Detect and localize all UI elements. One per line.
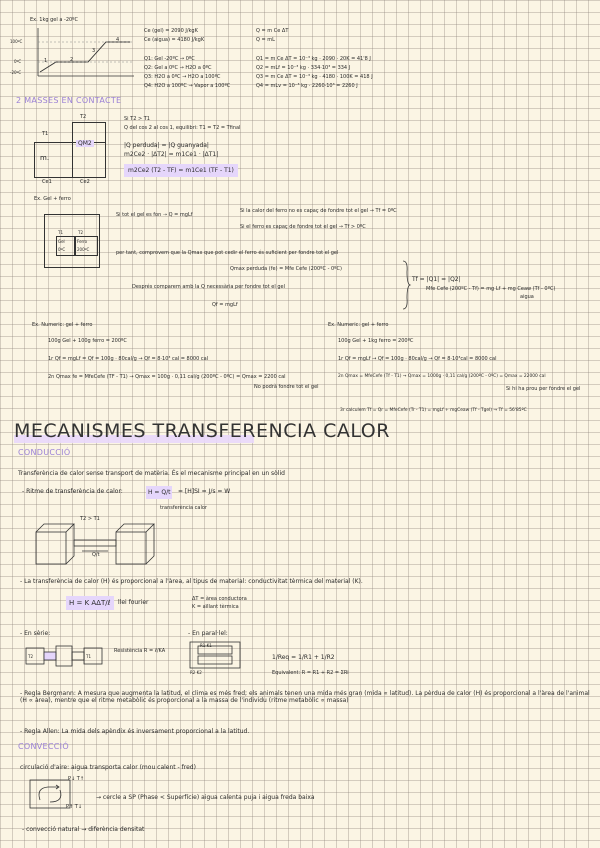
- gel-ferro-result3: aigua: [520, 294, 534, 300]
- mass-label: m.: [40, 154, 50, 162]
- series-diagram: [24, 640, 114, 670]
- mass-box-2: [72, 122, 106, 178]
- two-masses-line-0: Si T2 > T1: [124, 116, 150, 122]
- t1-label: T1: [42, 131, 49, 137]
- ritme-note: transferència calor: [160, 505, 207, 511]
- bergmann-rule: - Regla Bergmann: A mesura que augmenta la latitud, el clima es més fred; els animals tenen una mida més gran (mida ∝ latitud). La pèrdua de calor (H) és proporcional a l'àrea de l'animal (H ∝ àrea), mentre que el ritme metabòlic és proporcional a la massa de l'individu (ritme metabòlic ∝ massa): [20, 690, 590, 704]
- tick-100: 100ºC: [10, 39, 23, 44]
- conduction-diagram: [32, 520, 162, 570]
- example-right-l2: 1r Qf = mgLf → Qf = 100g · 80cal/g → Qf = 8·10³cal = 8000 cal: [338, 356, 497, 362]
- parallel-formula: 1/Req = 1/R1 + 1/R2: [272, 654, 335, 661]
- gel-ferro-compare: per tant, comprovem que la Qmax que pot cedir el ferro és suficient per fondre tot el gel: [116, 250, 339, 256]
- brace-icon: [402, 260, 410, 310]
- two-masses-line-3: m2Ce2 · |ΔT2| = m1Ce1 · |ΔT1|: [124, 151, 219, 158]
- parallel-diagram: [188, 640, 248, 670]
- formula-left-1: Ce (aigua) = 4180 J/kgK: [144, 37, 205, 43]
- gel-ferro-qmax: Qmax perduda (fe) = Mfe Cefe (200ºC - 0ºC): [230, 266, 342, 272]
- example-right-l1: 100g Gel + 1kg ferro = 200ºC: [338, 338, 414, 344]
- formula-left-3: Q2: Gel a 0ºC → H2O a 0ºC: [144, 65, 212, 71]
- gel-ferro-lead: Si tot el gel es fon ➝ Q = mgLf: [116, 212, 193, 218]
- fourier-formula: H = K AΔT/ℓ: [66, 596, 114, 610]
- section-title-two-masses: 2 MASSES EN CONTACTE: [16, 96, 122, 105]
- tick-minus20: -20ºC: [10, 70, 22, 75]
- parallel-label: - En paral·lel:: [188, 630, 228, 637]
- serie-label: - En sèrie:: [20, 630, 51, 637]
- t1-gel: T1: [58, 230, 63, 235]
- formula-right-1: Q = mL: [256, 37, 275, 43]
- two-masses-highlight: m2Ce2 (T2 - TF) = m1Ce1 (TF - T1): [124, 164, 238, 177]
- conveccio-natural: - convecció natural → diferència densitat: [22, 826, 145, 833]
- ce2-label: Ce2: [80, 179, 90, 185]
- parallel-label-1: R1 K1: [200, 643, 212, 648]
- conduccio-title: CONDUCCIÓ: [18, 448, 71, 457]
- formula-left-4: Q3: H2O a 0ºC → H2O a 100ºC: [144, 74, 221, 80]
- example-right-l3b: Si hi ha prou per fondre el gel: [506, 386, 581, 392]
- example-right-l3: 2n Qmax = MfeCefe (Tf - T1) → Qmax = 1000g · 0,11 cal/g (200ºC - 0ºC) = Qmax = 22000 cal: [338, 374, 546, 379]
- phase-change-graph: [26, 28, 136, 78]
- gel-temp: 0ºC: [58, 247, 66, 252]
- ce1-label: Ce1: [42, 179, 52, 185]
- gel-ferro-case-2: Si el ferro es capaç de fondre tot el gel → Tf > 0ºC: [240, 224, 366, 230]
- example-left-l2: 1r Qf = mgLf = Qf = 100g · 80cal/g → Qf = 8·10³ cal = 8000 cal: [48, 356, 209, 362]
- fourier-note-1: ΔT = àrea conductora: [192, 596, 247, 602]
- fourier-note-2: K = aïllant tèrmica: [192, 604, 239, 610]
- conveccio-title: CONVECCIÓ: [18, 742, 69, 751]
- step-2: 2: [70, 57, 74, 63]
- parallel-label-2: R2 K2: [190, 670, 202, 675]
- formula-right-5: Q4 = mLv = 10⁻³ kg · 2260·10³ = 2260 J: [256, 83, 358, 89]
- example-left-l4: No podrà fondre tot el gel: [254, 384, 319, 390]
- formula-left-5: Q4: H2O a 100ºC → Vapor a 100ºC: [144, 83, 231, 89]
- t2-ferro: T2: [78, 230, 83, 235]
- conduccio-def: Transferència de calor sense transport de matèria. És el mecanisme principal en un sòlid: [18, 470, 285, 477]
- gel-ferro-result: Tf = |Q1| = |Q2|: [412, 276, 461, 283]
- formula-right-4: Q3 = m Ce ΔT = 10⁻³ kg · 4180 · 100K = 418 J: [256, 74, 373, 80]
- two-masses-line-1: Q del cos 2 al cos 1, equilibri: T1 = T2 = Tfinal: [124, 125, 241, 131]
- step-1: 1: [44, 58, 48, 64]
- gel-ferro-label: Ex. Gel + ferro: [34, 196, 71, 202]
- conveccio-def: circulació d'aire: aigua transporta calor (mou calent - fred): [20, 764, 196, 771]
- formula-left-2: Q1: Gel -20ºC → 0ºC: [144, 56, 195, 62]
- graph-caption: Ex. 1kg gel a -20ºC: [30, 17, 79, 23]
- step-3: 3: [92, 48, 96, 54]
- ritme-units: = [H]SI = J/s = W: [178, 488, 231, 495]
- gel-label: Gel: [58, 239, 65, 244]
- formula-right-0: Q = m Ce ΔT: [256, 28, 289, 34]
- formula-left-0: Ce (gel) = 2090 J/kgK: [144, 28, 198, 34]
- serie-t1: T1: [86, 654, 91, 659]
- tick-0: 0ºC: [14, 59, 22, 64]
- step-4: 4: [116, 37, 120, 43]
- two-masses-line-2: |Q perduda| = |Q guanyada|: [124, 142, 209, 149]
- example-right-title: Ex. Numeric: gel + ferro: [328, 322, 389, 328]
- example-left-l3: 2n Qmax fe = MfeCefe (TF - T1) → Qmax = 100g · 0,11 cal/g (200ºC - 0ºC) = Qmax = 2200 cal: [48, 374, 286, 380]
- q-label: QM2: [78, 140, 92, 147]
- formula-right-3: Q2 = mLf = 10⁻³ kg · 334·10³ = 334 J: [256, 65, 351, 71]
- serie-resistance: Resistència R = ℓ/KA: [114, 648, 166, 654]
- conveccio-diag-top: P↓ T↑: [68, 776, 85, 782]
- formula-right-2: Q1 = m Ce ΔT = 10⁻³ kg · 2090 · 20K = 41'8 J: [256, 56, 371, 62]
- conveccio-line: → cercle a SP (Phase < Superfície) aigua calenta puja i aigua freda baixa: [96, 794, 315, 801]
- example-left-title: Ex. Numeric: gel + ferro: [32, 322, 93, 328]
- fourier-name: llei fourier: [118, 599, 149, 606]
- t2-label: T2: [80, 114, 87, 120]
- gel-ferro-result2: Mfe Cefe (200ºC - Tf) = mg Lf + mg Ceaw (Tf - 0ºC): [426, 286, 556, 292]
- allen-rule: - Regla Allen: La mida dels apèndix és inversament proporcional a la latitud.: [20, 728, 250, 735]
- ferro-label: Ferro: [77, 239, 88, 244]
- prop-line: - La transferència de calor (H) és proporcional a l'àrea, al tipus de material: conductivitat tèrmica del material (K).: [20, 578, 363, 585]
- example-left-l1: 100g Gel + 100g ferro = 200ºC: [48, 338, 127, 344]
- conduction-diagram-top: T2 > T1: [80, 516, 100, 522]
- conveccio-diag-bottom: P↑ T↓: [66, 804, 83, 810]
- ferro-temp: 200ºC: [77, 247, 90, 252]
- conduccio-ritme: - Ritme de transferència de calor:: [22, 488, 123, 495]
- ritme-formula: H = Q/t: [146, 486, 172, 499]
- gel-ferro-qgel: Qf = mgLf: [212, 302, 238, 308]
- gel-ferro-then: Després comparem amb la Q necessària per fondre tot el gel: [132, 284, 285, 290]
- gel-ferro-case-1: Si la calor del ferro no es capaç de fondre tot el gel → Tf = 0ºC: [240, 208, 397, 214]
- conduction-q-label: Q/t: [92, 552, 100, 558]
- example-right-l4: 3r calculem Tf = Qr = MfeCefe (Tr - T1) = mgLf + mgCeaw (Tf - Tgel) → Tf = 56'85ºC: [340, 408, 527, 413]
- serie-t2: T2: [28, 654, 33, 659]
- parallel-equivalent: Equivalent: R = R1 + R2 = ΣRi: [272, 670, 349, 676]
- main-title: MECANISMES TRANSFERENCIA CALOR: [14, 420, 390, 442]
